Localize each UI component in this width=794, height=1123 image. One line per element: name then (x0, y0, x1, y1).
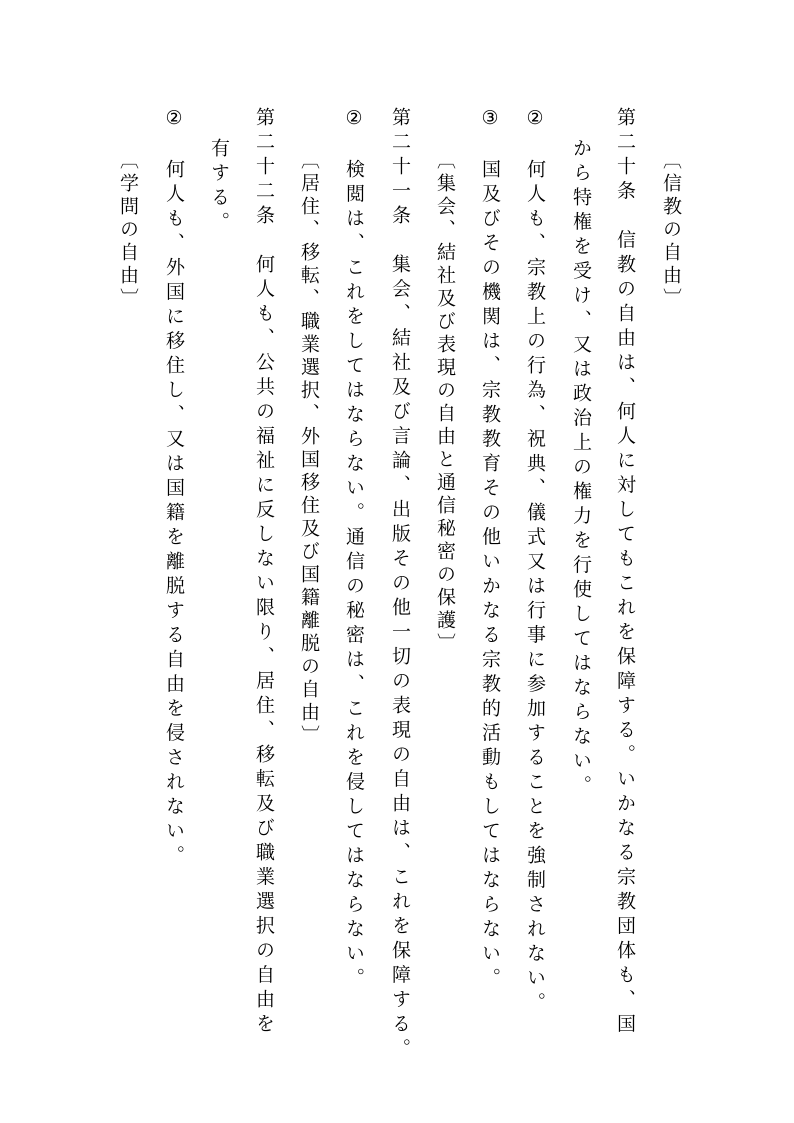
heading-freedom-of-residence: 〔居住、移転、職業選択、外国移住及び国籍離脱の自由〕 (298, 150, 320, 748)
heading-freedom-of-assembly: 〔集会、結社及び表現の自由と通信秘密の保護〕 (434, 150, 456, 656)
article-20-paragraph-2: ② 何人も、宗教上の行為、祝典、儀式又は行事に参加することを強制されない。 (524, 107, 546, 1017)
article-20-paragraph-1-continued: から特権を受け、又は政治上の権力を行使してはならない。 (570, 138, 592, 800)
article-20-paragraph-3: ③ 国及びその機関は、宗教教育その他いかなる宗教的活動もしてはならない。 (479, 107, 501, 992)
article-22-paragraph-2: ② 何人も、外国に移住し、又は国籍を離脱する自由を侵されない。 (163, 107, 185, 870)
article-21-paragraph-1: 第二十一条 集会、結社及び言論、出版その他一切の表現の自由は、これを保障する。 (389, 107, 411, 1063)
heading-academic-freedom: 〔学問の自由〕 (117, 150, 139, 311)
article-22-paragraph-1: 第二十二条 何人も、公共の福祉に反しない限り、居住、移転及び職業選択の自由を (253, 107, 275, 1038)
article-20-paragraph-1: 第二十条 信教の自由は、何人に対してもこれを保障する。いかなる宗教団体も、国 (614, 107, 636, 1038)
article-21-paragraph-2: ② 検閲は、これをしてはならない。通信の秘密は、これを侵してはならない。 (343, 107, 365, 992)
heading-freedom-of-religion: 〔信教の自由〕 (660, 150, 682, 311)
article-22-paragraph-1-continued: 有する。 (208, 138, 230, 236)
